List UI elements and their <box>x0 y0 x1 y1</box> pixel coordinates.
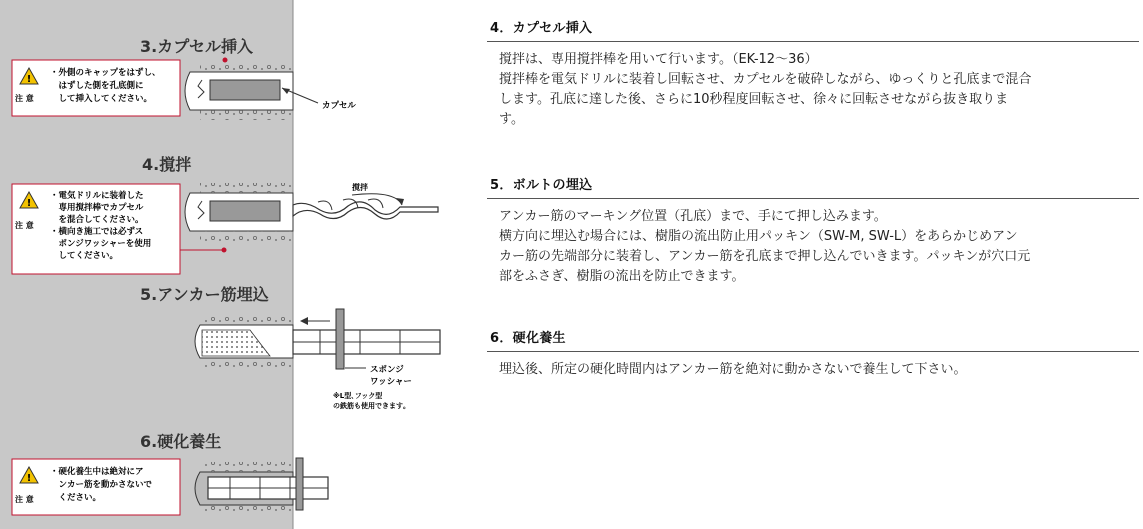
section-body: 撹拌は、専用撹拌棒を用いて行います。（EK-12～36） 撹拌棒を電気ドリルに装着し回転させ、カプセルを破砕しながら、ゆっくりと孔底まで混合 します。孔底に達した後、さらに10秒程度回転させ、徐々に回転させながら抜き取りま す。 <box>499 52 1032 127</box>
section-title: 5．ボルトの埋込 <box>487 174 1139 199</box>
sponge-washer <box>336 309 344 369</box>
step-title-5: 5.アンカー筋埋込 <box>140 285 269 304</box>
svg-text:ポンジワッシャーを使用: ポンジワッシャーを使用 <box>50 239 152 249</box>
caution-box-3 <box>12 60 180 116</box>
svg-text:専用撹拌棒でカプセル: 専用撹拌棒でカプセル <box>50 203 144 213</box>
drilled-hole-6 <box>195 458 328 515</box>
svg-text:!: ! <box>26 473 32 484</box>
svg-text:注 意: 注 意 <box>15 221 34 230</box>
mixing-rod <box>293 199 438 219</box>
installation-figure <box>0 0 470 529</box>
svg-text:して挿入してください。: して挿入してください。 <box>50 94 153 104</box>
caution-box-4 <box>12 184 180 274</box>
svg-text:してください。: してください。 <box>50 251 119 261</box>
capsule <box>210 80 280 100</box>
section-title: 4．カプセル挿入 <box>487 17 1139 42</box>
section-capsule-insert <box>487 17 1139 130</box>
section-title: 6．硬化養生 <box>487 327 1139 352</box>
svg-text:を混合してください。: を混合してください。 <box>50 215 144 225</box>
step-title-3: 3.カプセル挿入 <box>140 37 254 56</box>
section-body: 埋込後、所定の硬化時間内はアンカー筋を絶対に動かさないで養生して下さい。 <box>499 362 967 377</box>
drilled-hole-3 <box>185 62 293 120</box>
svg-text:注 意: 注 意 <box>15 495 34 504</box>
anchor-bar-5 <box>293 309 440 369</box>
section-body: アンカー筋のマーキング位置（孔底）まで、手にて押し込みます。 横方向に埋込む場合には、樹脂の流出防止用パッキン（SW-M, SW-L）をあらかじめアン カー筋の先端部分に装着し、アンカー筋を孔底まで押し込んでいきます。パッキンが穴口元 部をふさぎ、樹脂の流出を防止できます。 <box>499 209 1031 284</box>
caution-box-6 <box>12 459 180 515</box>
caution-label: 注 意 <box>15 94 34 103</box>
section-curing <box>487 327 1139 380</box>
svg-text:ンカー筋を動かさないで: ンカー筋を動かさないで <box>50 480 153 490</box>
section-bolt-embed <box>487 174 1139 287</box>
svg-text:の鉄筋も使用できます｡: の鉄筋も使用できます｡ <box>333 402 407 410</box>
step-title-6: 6.硬化養生 <box>140 432 222 451</box>
svg-text:スポンジ: スポンジ <box>370 365 404 375</box>
hook-note: ※L型､フック型 <box>333 392 383 400</box>
capsule-callout: カプセル <box>322 101 356 111</box>
svg-text:・電気ドリルに装着した: ・電気ドリルに装着した <box>50 191 144 201</box>
svg-text:ワッシャー: ワッシャー <box>370 377 412 387</box>
drilled-hole-4 <box>185 183 293 241</box>
step-title-4: 4.撹拌 <box>142 155 192 174</box>
stir-callout: 撹拌 <box>352 183 368 192</box>
svg-text:!: ! <box>26 198 32 209</box>
drilled-hole-5 <box>195 315 293 368</box>
svg-text:はずした側を孔底側に: はずした側を孔底側に <box>50 81 144 91</box>
svg-text:・横向き施工では必ずス: ・横向き施工では必ずス <box>50 227 144 237</box>
svg-text:・硬化養生中は絶対にア: ・硬化養生中は絶対にア <box>50 467 144 477</box>
svg-text:!: ! <box>26 74 32 85</box>
svg-text:・外側のキャップをはずし、: ・外側のキャップをはずし、 <box>50 68 161 78</box>
figure-svg <box>0 0 470 529</box>
svg-text:ください。: ください。 <box>50 493 102 503</box>
